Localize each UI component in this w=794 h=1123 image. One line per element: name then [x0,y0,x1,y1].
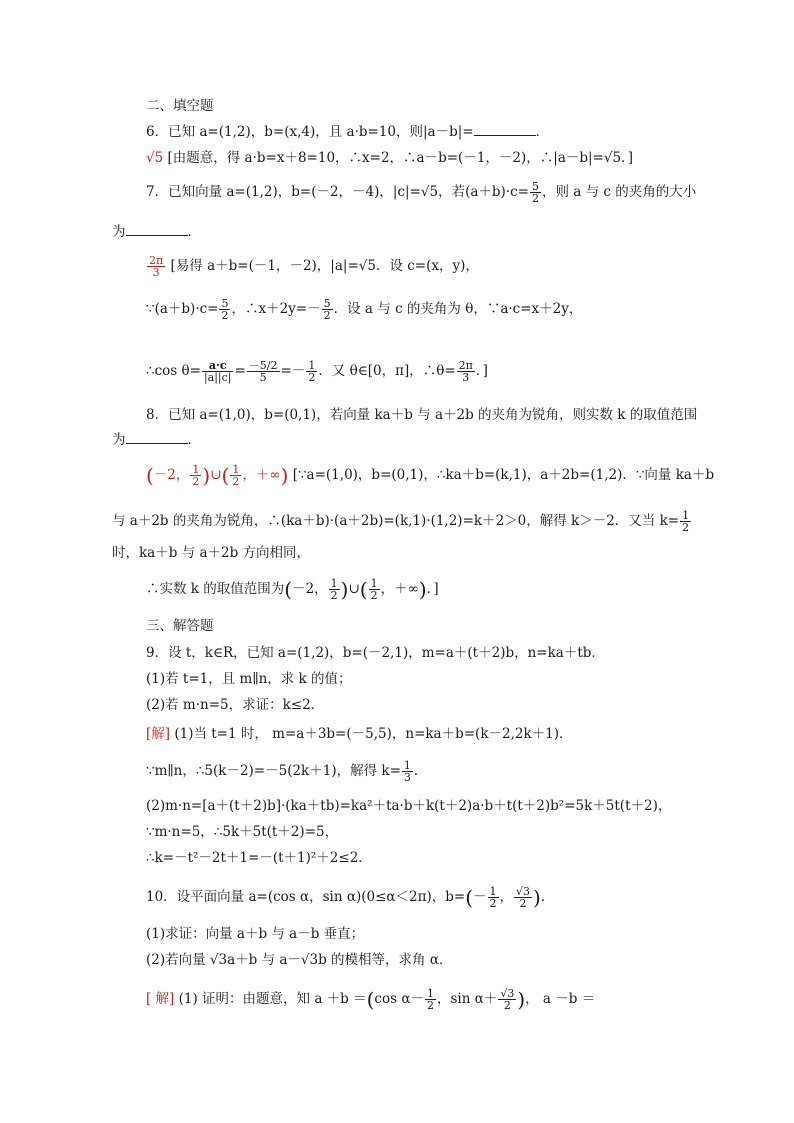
question-7-cont: 为 ． [112,224,201,240]
section-solution-heading: 三、解答题 [146,618,214,634]
fraction: $\frac{1}{2}$ [489,885,497,910]
answer-9-line-4: ∵m·n=5，∴5k＋5t(t＋2)=5， [146,824,339,840]
fraction: $\frac{√3}{2}$ [516,885,531,910]
answer-8-line-1: (－2， $\frac{1}{2}$ )∪( $\frac{1}{2}$ ，＋∞) [∵a=(1,0)，b=(0,1)，∴ka＋b=(k,1)，a＋2b=(1,2)．∵向量 ka＋b [146,463,715,488]
answer-7-line-1: $\frac{2\pi}{3}$ [易得 a＋b=(－1，－2)，|a|=√5．设 c=(x，y)， [149,254,479,279]
answer-8-line-4: ∴实数 k 的取值范围为(－2， $\frac{1}{2}$ )∪( $\frac{1}{2}$ ，＋∞)．] [146,577,439,602]
fraction: $\frac{1}{2}$ [232,463,240,488]
answer-8-line-3: 时，ka＋b 与 a＋2b 方向相同， [112,545,311,561]
question-9-part-2: (2)若 m·n=5，求证：k≤2． [146,697,325,713]
answer-value: $\frac{2\pi}{3}$ [149,254,164,279]
answer-7-line-3: ∴cos θ= $\frac{a\cdot c}{|a||c|}$ = $\frac{-5/2}{5}$ =－ $\frac{1}{2}$ ．又 θ∈[0，π]，∴θ= $\frac{2\pi}{3}$ ．] [146,359,488,384]
fraction: $\frac{1}{2}$ [330,577,338,602]
fraction: $\frac{1}{2}$ [426,987,434,1012]
question-7: 7．已知向量 a=(1,2)，b=(－2，－4)，|c|=√5，若(a＋b)·c= $\frac{5}{2}$ ，则 a 与 c 的夹角的大小 [146,180,697,205]
answer-9-line-2: ∵m∥n，∴5(k－2)=－5(2k＋1)，解得 k= $\frac{1}{3}$ ． [146,759,428,784]
fraction: $\frac{1}{3}$ [403,759,411,784]
answer-9-line-5: ∴k=－t²－2t＋1=－(t＋1)²＋2≤2． [146,850,372,866]
fraction: $\frac{5}{2}$ [531,180,539,205]
answer-9-line-1: [解] (1)当 t=1 时， m=a＋3b=(－5,5)，n=ka＋b=(k－2,2k＋1)． [146,726,573,742]
question-9: 9．设 t，k∈R，已知 a=(1,2)，b=(－2,1)，m=a＋(t＋2)b，n=ka＋tb． [146,645,605,661]
fraction: $\frac{1}{2}$ [308,359,316,384]
fraction: $\frac{1}{2}$ [682,509,690,534]
question-10-part-1: (1)求证：向量 a＋b 与 a－b 垂直； [146,926,365,942]
fraction: $\frac{2\pi}{3}$ [458,359,473,384]
answer-blank [474,123,536,136]
answer-9-line-3: (2)m·n=[a＋(t＋2)b]·(ka＋tb)=ka²＋ta·b＋k(t＋2)a·b＋t(t＋2)b²=5k＋5t(t＋2)， [146,798,672,814]
solution-tag: [ 解] [146,991,175,1007]
question-8-cont: 为 ． [112,432,201,448]
fraction: $\frac{1}{2}$ [370,577,378,602]
solution-tag: [解] [146,726,171,742]
question-10-part-2: (2)若向量 √3a＋b 与 a－√3b 的模相等，求角 α． [146,952,453,968]
answer-6: √5 [由题意，得 a·b=x＋8=10，∴x=2，∴a－b=(－1，－2)，∴|a－b|=√5．] [146,150,634,166]
section-fill-in-heading: 二、填空题 [146,98,214,114]
answer-8-line-2: 与 a＋2b 的夹角为锐角，∴(ka＋b)·(a＋2b)=(k,1)·(1,2)=k＋2＞0，解得 k＞－2．又当 k= $\frac{1}{2}$ [112,509,690,534]
question-8: 8．已知 a=(1,0)，b=(0,1)，若向量 ka＋b 与 a＋2b 的夹角为锐角，则实数 k 的取值范围 [146,407,698,423]
question-6: 6．已知 a=(1,2)，b=(x,4)，且 a·b=10，则|a－b|= ． [146,124,550,140]
answer-blank [126,223,188,236]
answer-7-line-2: ∵(a＋b)·c= $\frac{5}{2}$ ，∴x＋2y=－ $\frac{5}{2}$ ．设 a 与 c 的夹角为 θ，∵a·c=x＋2y， [146,297,583,322]
question-9-part-1: (1)若 t=1，且 m∥n，求 k 的值； [146,671,352,687]
fraction: $\frac{5}{2}$ [323,297,331,322]
fraction: $\frac{√3}{2}$ [500,987,515,1012]
fraction: $\frac{a\cdot c}{|a||c|}$ [203,359,232,384]
answer-blank [126,431,188,444]
question-10: 10．设平面向量 a=(cos α，sin α)(0≤α＜2π)，b=(－ $\frac{1}{2}$ ， $\frac{√3}{2}$ )． [146,885,555,910]
fraction: $\frac{1}{2}$ [192,463,200,488]
answer-value: (－2， $\frac{1}{2}$ )∪( $\frac{1}{2}$ ，＋∞) [146,463,289,488]
answer-value: √5 [146,150,164,166]
fraction: $\frac{-5/2}{5}$ [248,359,278,384]
fraction: $\frac{5}{2}$ [221,297,229,322]
answer-10-line-1: [ 解] (1) 证明：由题意，知 a ＋b ＝(cos α－ $\frac{1}{2}$ ，sin α＋ $\frac{√3}{2}$ )， a －b ＝ [146,987,596,1012]
